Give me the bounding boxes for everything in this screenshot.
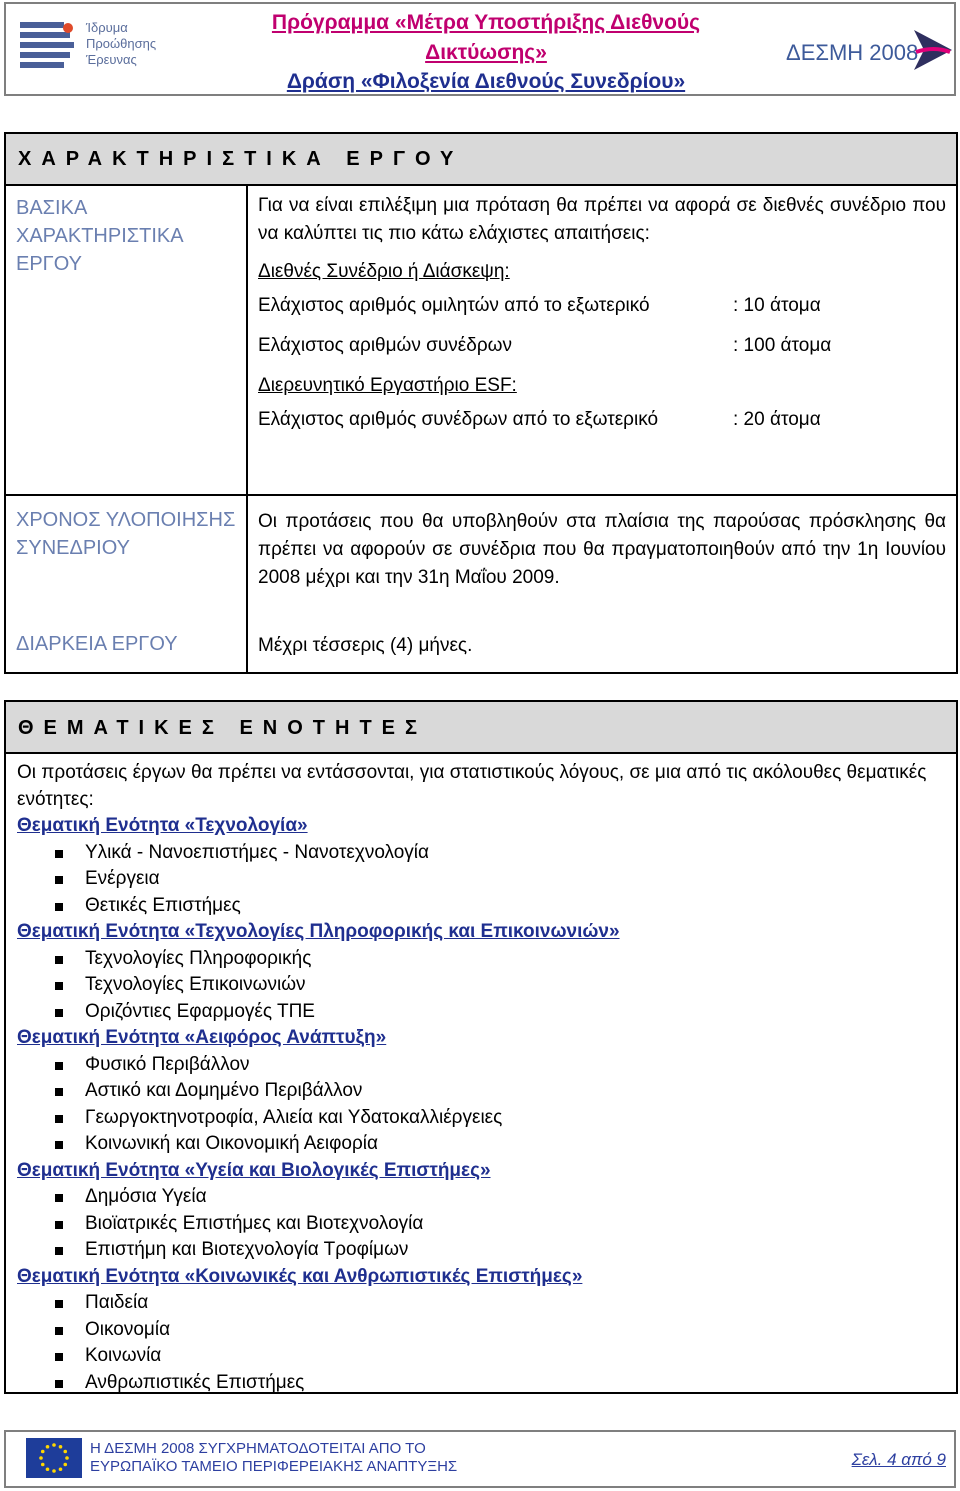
theme-group-title: Θεματική Ενότητα «Κοινωνικές και Ανθρωπιστικές Επιστήμες» xyxy=(17,1265,583,1287)
eu-star xyxy=(41,1450,45,1454)
ipe-logo-line3: Έρευνας xyxy=(86,52,137,67)
ipe-logo-icon xyxy=(18,18,80,80)
theme-item-label: Δημόσια Υγεία xyxy=(85,1186,207,1207)
program-title-line2: Δικτύωσης» xyxy=(425,41,547,64)
theme-item xyxy=(17,1211,946,1238)
theme-item xyxy=(17,1184,946,1211)
square-bullet-icon xyxy=(55,1300,63,1308)
square-bullet-icon xyxy=(55,1062,63,1070)
eu-stars-icon xyxy=(26,1438,82,1478)
square-bullet-icon xyxy=(55,1141,63,1149)
theme-group-title: Θεματική Ενότητα «Τεχνολογίες Πληροφορικής και Επικοινωνιών» xyxy=(17,921,620,942)
esf-heading: Διερευνητικό Εργαστήριο ESF: xyxy=(258,375,517,396)
basic-characteristics-content xyxy=(258,192,946,440)
basic-characteristics-label: ΒΑΣΙΚΑ ΧΑΡΑΚΤΗΡΙΣΤΙΚΑ ΕΡΓΟΥ xyxy=(6,184,248,494)
desmi-logo xyxy=(786,26,956,82)
theme-item-label: Βιοϊατρικές Επιστήμες και Βιοτεχνολογία xyxy=(85,1212,424,1234)
square-bullet-icon xyxy=(55,982,63,990)
theme-item xyxy=(17,893,946,920)
characteristics-heading: ΧΑΡΑΚΤΗΡΙΣΤΙΚΑ ΕΡΓΟΥ xyxy=(6,134,956,186)
action-subtitle: Δράση «Φιλοξενία Διεθνούς Συνεδρίου» xyxy=(286,70,686,93)
duration-label: ΔΙΑΡΚΕΙΑ ΕΡΓΟΥ xyxy=(6,618,248,672)
square-bullet-icon xyxy=(55,1327,63,1335)
theme-item xyxy=(17,1343,946,1370)
theme-item-label: Κοινωνία xyxy=(85,1345,162,1366)
time-text: Οι προτάσεις που θα υποβληθούν στα πλαίσια της παρούσας πρόσκλησης θα πρέπει να αφορούν σε συνέδρια που θα πραγματοποιηθούν από την 1η Ιουνίου 2008 μέχρι και την 31η Μαΐου 2009. xyxy=(258,511,946,588)
theme-item-label: Κοινωνική και Οικονομική Αειφορία xyxy=(85,1133,379,1154)
basic-characteristics-row xyxy=(6,184,956,494)
theme-item-label: Υλικά - Νανοεπιστήμες - Νανοτεχνολογία xyxy=(85,841,430,863)
eu-star xyxy=(65,1456,69,1460)
page-number: Σελ. 4 από 9 xyxy=(851,1450,946,1469)
page-header xyxy=(4,2,956,96)
theme-item xyxy=(17,1052,946,1079)
theme-item-label: Παιδεία xyxy=(85,1292,149,1313)
eu-star xyxy=(46,1445,50,1449)
requirement-label: Ελάχιστος αριθμών συνέδρων xyxy=(258,335,512,356)
theme-group-title: Θεματική Ενότητα «Αειφόρος Ανάπτυξη» xyxy=(17,1027,387,1048)
theme-item-label: Οριζόντιες Εφαρμογές ΤΠΕ xyxy=(85,1000,315,1022)
square-bullet-icon xyxy=(55,956,63,964)
theme-item-label: Επιστήμη και Βιοτεχνολογία Τροφίμων xyxy=(85,1239,409,1260)
theme-item-label: Τεχνολογίες Επικοινωνιών xyxy=(85,974,306,995)
requirement-delegates xyxy=(258,326,946,366)
theme-item-label: Γεωργοκτηνοτροφία, Αλιεία και Υδατοκαλλιέργειες xyxy=(85,1106,503,1128)
theme-item-label: Ενέργεια xyxy=(85,868,160,889)
eu-flag xyxy=(26,1438,82,1478)
requirement-value: : 100 άτομα xyxy=(733,335,832,356)
theme-item xyxy=(17,1317,946,1344)
theme-item xyxy=(17,1078,946,1105)
theme-item-label: Τεχνολογίες Πληροφορικής xyxy=(85,947,312,969)
time-row xyxy=(6,494,956,618)
desmi-arrow-icon xyxy=(910,26,956,80)
theme-item xyxy=(17,1237,946,1264)
theme-item-label: Αστικό και Δομημένο Περιβάλλον xyxy=(85,1080,363,1101)
theme-item-label: Θετικές Επιστήμες xyxy=(85,894,241,916)
requirement-value: : 10 άτομα xyxy=(733,295,821,316)
time-label: ΧΡΟΝΟΣ ΥΛΟΠΟΙΗΣΗΣ ΣΥΝΕΔΡΙΟΥ xyxy=(6,496,248,618)
square-bullet-icon xyxy=(55,850,63,858)
themes-table xyxy=(4,700,958,1394)
ipe-logo-line1: Ίδρυμα xyxy=(86,20,128,35)
theme-item xyxy=(17,840,946,867)
requirement-label: Ελάχιστος αριθμός ομιλητών από το εξωτερικό xyxy=(258,295,650,316)
square-bullet-icon xyxy=(55,1353,63,1361)
square-bullet-icon xyxy=(55,1009,63,1017)
duration-text: Μέχρι τέσσερις (4) μήνες. xyxy=(258,635,473,656)
theme-item xyxy=(17,1370,946,1397)
duration-row xyxy=(6,618,956,672)
eu-star xyxy=(39,1456,43,1460)
ipe-logo xyxy=(18,18,168,82)
square-bullet-icon xyxy=(55,1380,63,1388)
theme-item xyxy=(17,972,946,999)
desmi-logo-text: ΔΕΣΜΗ 2008 xyxy=(786,40,919,65)
eu-star xyxy=(59,1445,63,1449)
themes-body xyxy=(6,754,956,1396)
program-title-line1: Πρόγραμμα «Μέτρα Υποστήριξης Διεθνούς xyxy=(271,11,701,34)
themes-heading: ΘΕΜΑΤΙΚΕΣ ΕΝΟΤΗΤΕΣ xyxy=(6,702,956,754)
requirement-speakers xyxy=(258,286,946,326)
square-bullet-icon xyxy=(55,876,63,884)
theme-item xyxy=(17,946,946,973)
characteristics-table xyxy=(4,132,958,674)
square-bullet-icon xyxy=(55,1221,63,1229)
conference-heading: Διεθνές Συνέδριο ή Διάσκεψη: xyxy=(258,261,510,282)
basic-intro: Για να είναι επιλέξιμη μια πρόταση θα πρέπει να αφορά σε διεθνές συνέδριο που να καλύπτει τις πιο κάτω ελάχιστες απαιτήσεις: xyxy=(258,195,946,244)
square-bullet-icon xyxy=(55,1115,63,1123)
ipe-logo-line2: Προώθησης xyxy=(86,36,157,51)
eu-star xyxy=(63,1463,67,1467)
program-title xyxy=(206,8,766,68)
eu-star xyxy=(59,1467,63,1471)
square-bullet-icon xyxy=(55,903,63,911)
eu-star xyxy=(52,1469,56,1473)
theme-group-title: Θεματική Ενότητα «Υγεία και Βιολογικές Επιστήμες» xyxy=(17,1159,491,1181)
theme-item xyxy=(17,999,946,1026)
theme-item-label: Ανθρωπιστικές Επιστήμες xyxy=(85,1371,305,1393)
footer-funding-text xyxy=(90,1440,457,1476)
theme-group-title: Θεματική Ενότητα «Τεχνολογία» xyxy=(17,815,308,836)
footer-line2: ΕΥΡΩΠΑΪΚΟ ΤΑΜΕΙΟ ΠΕΡΙΦΕΡΕΙΑΚΗΣ ΑΝΑΠΤΥΞΗΣ xyxy=(90,1458,458,1475)
page-footer xyxy=(4,1430,956,1488)
theme-item-label: Οικονομία xyxy=(85,1318,171,1340)
requirement-value: : 20 άτομα xyxy=(733,409,821,430)
eu-star xyxy=(41,1463,45,1467)
eu-star xyxy=(52,1443,56,1447)
square-bullet-icon xyxy=(55,1247,63,1255)
theme-item-label: Φυσικό Περιβάλλον xyxy=(85,1053,250,1075)
eu-star xyxy=(63,1450,67,1454)
eu-star xyxy=(46,1467,50,1471)
theme-item xyxy=(17,1131,946,1158)
theme-item xyxy=(17,1290,946,1317)
square-bullet-icon xyxy=(55,1194,63,1202)
theme-item xyxy=(17,866,946,893)
requirement-label: Ελάχιστος αριθμός συνέδρων από το εξωτερικό xyxy=(258,409,659,430)
square-bullet-icon xyxy=(55,1088,63,1096)
themes-intro: Οι προτάσεις έργων θα πρέπει να εντάσσονται, για στατιστικούς λόγους, σε μια από τις ακόλουθες θεματικές ενότητες: xyxy=(17,762,927,810)
requirement-foreign-delegates xyxy=(258,400,946,440)
theme-item xyxy=(17,1105,946,1132)
footer-line1: Η ΔΕΣΜΗ 2008 ΣΥΓΧΡΗΜΑΤΟΔΟΤΕΙΤΑΙ ΑΠΟ ΤΟ xyxy=(90,1440,426,1457)
